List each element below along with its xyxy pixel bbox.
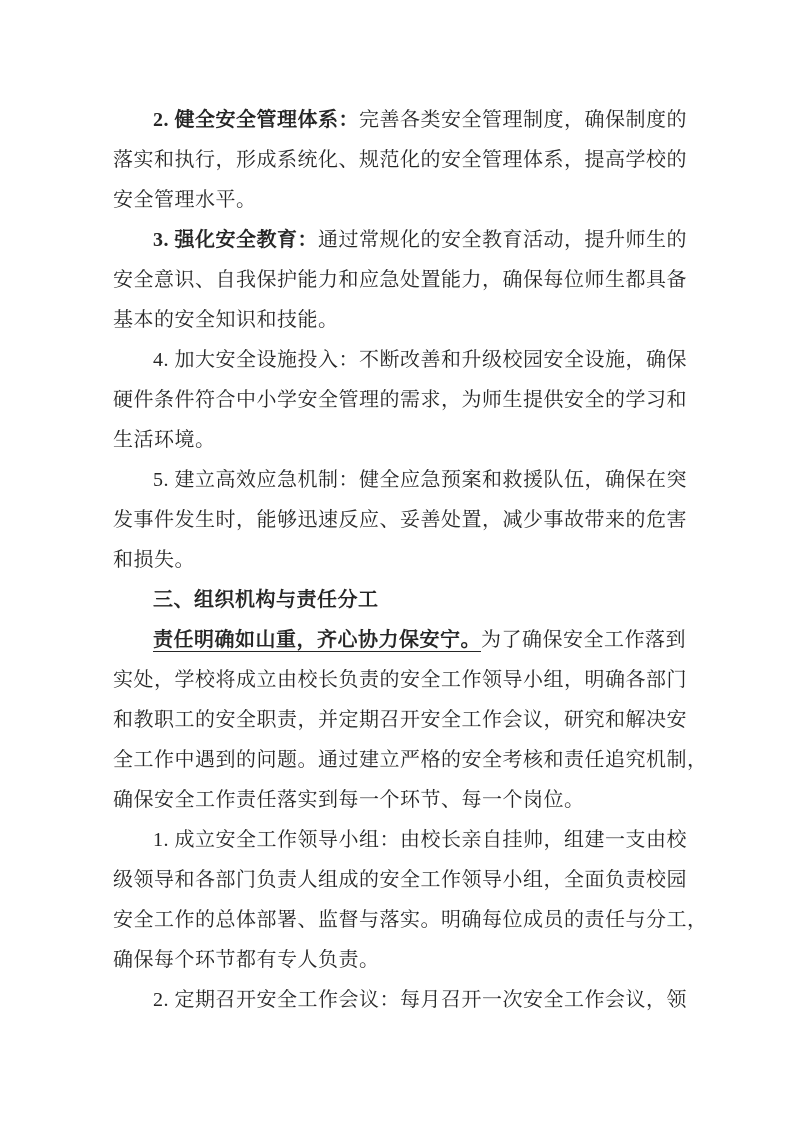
text-line xyxy=(113,900,708,940)
text-run: 安全意识、自我保护能力和应急处置能力，确保每位师生都具备 xyxy=(113,269,687,291)
text-line xyxy=(113,220,687,260)
text-line xyxy=(113,980,687,1020)
text-run: 4. 加大安全设施投入：不断改善和升级校园安全设施，确保 xyxy=(153,349,687,371)
text-line xyxy=(113,580,680,620)
paragraph-org-point-1-leading-group xyxy=(113,820,708,980)
text-run: 为了确保安全工作落到 xyxy=(481,629,686,651)
text-run: 全工作中遇到的问题。通过建立严格的安全考核和责任追究机制， xyxy=(113,749,708,771)
text-run: 硬件条件符合中小学安全管理的需求，为师生提供安全的学习和 xyxy=(113,389,687,411)
text-run: 2. 定期召开安全工作会议：每月召开一次安全工作会议，领 xyxy=(153,989,687,1011)
text-line xyxy=(113,300,680,340)
text-run: 落实和执行，形成系统化、规范化的安全管理体系，提高学校的 xyxy=(113,149,687,171)
emphasis-text-run: 三、组织机构与责任分工 xyxy=(153,589,379,611)
text-line xyxy=(113,820,687,860)
emphasis-text-run: 3. 强化安全教育： xyxy=(153,229,318,251)
text-line xyxy=(113,540,680,580)
text-run: 级领导和各部门负责人组成的安全工作领导小组，全面负责校园 xyxy=(113,869,687,891)
paragraph-section-3-intro xyxy=(113,620,708,820)
text-run: 生活环境。 xyxy=(113,429,216,451)
text-line xyxy=(113,380,687,420)
text-line xyxy=(113,340,687,380)
text-run: 发事件发生时，能够迅速反应、妥善处置，减少事故带来的危害 xyxy=(113,509,687,531)
text-line xyxy=(113,860,687,900)
paragraph-point-5-emergency-mechanism xyxy=(113,460,687,580)
text-run: 确保安全工作责任落实到每一个环节、每一个岗位。 xyxy=(113,789,585,811)
text-run: 和损失。 xyxy=(113,549,195,571)
text-line xyxy=(113,940,680,980)
emphasis-text-run: 责任明确如山重，齐心协力保安宁。 xyxy=(153,629,481,651)
text-run: 实处，学校将成立由校长负责的安全工作领导小组，明确各部门 xyxy=(113,669,687,691)
text-line xyxy=(113,780,680,820)
document-body xyxy=(113,100,708,1020)
text-line xyxy=(113,660,687,700)
text-line xyxy=(113,140,687,180)
text-line xyxy=(113,260,687,300)
paragraph-point-2-safety-management-system xyxy=(113,100,687,220)
text-line xyxy=(113,740,708,780)
text-run: 1. 成立安全工作领导小组：由校长亲自挂帅，组建一支由校 xyxy=(153,829,687,851)
text-line xyxy=(113,500,687,540)
text-line xyxy=(113,420,680,460)
emphasis-text-run: 2. 健全安全管理体系： xyxy=(153,109,359,131)
paragraph-point-3-safety-education xyxy=(113,220,687,340)
section-heading-3-organization-and-responsibility xyxy=(113,580,680,620)
text-run: 完善各类安全管理制度，确保制度的 xyxy=(359,109,687,131)
text-run: 5. 建立高效应急机制：健全应急预案和救援队伍，确保在突 xyxy=(153,469,687,491)
text-run: 确保每个环节都有专人负责。 xyxy=(113,949,380,971)
paragraph-point-4-safety-facilities xyxy=(113,340,687,460)
text-line xyxy=(113,460,687,500)
paragraph-org-point-2-regular-meetings xyxy=(113,980,687,1020)
text-line xyxy=(113,620,686,660)
text-line xyxy=(113,100,687,140)
text-run: 安全管理水平。 xyxy=(113,189,257,211)
text-line xyxy=(113,700,687,740)
text-run: 和教职工的安全职责，并定期召开安全工作会议，研究和解决安 xyxy=(113,709,687,731)
text-run: 通过常规化的安全教育活动，提升师生的 xyxy=(318,229,687,251)
text-line xyxy=(113,180,680,220)
text-run: 安全工作的总体部署、监督与落实。明确每位成员的责任与分工， xyxy=(113,909,708,931)
text-run: 基本的安全知识和技能。 xyxy=(113,309,339,331)
